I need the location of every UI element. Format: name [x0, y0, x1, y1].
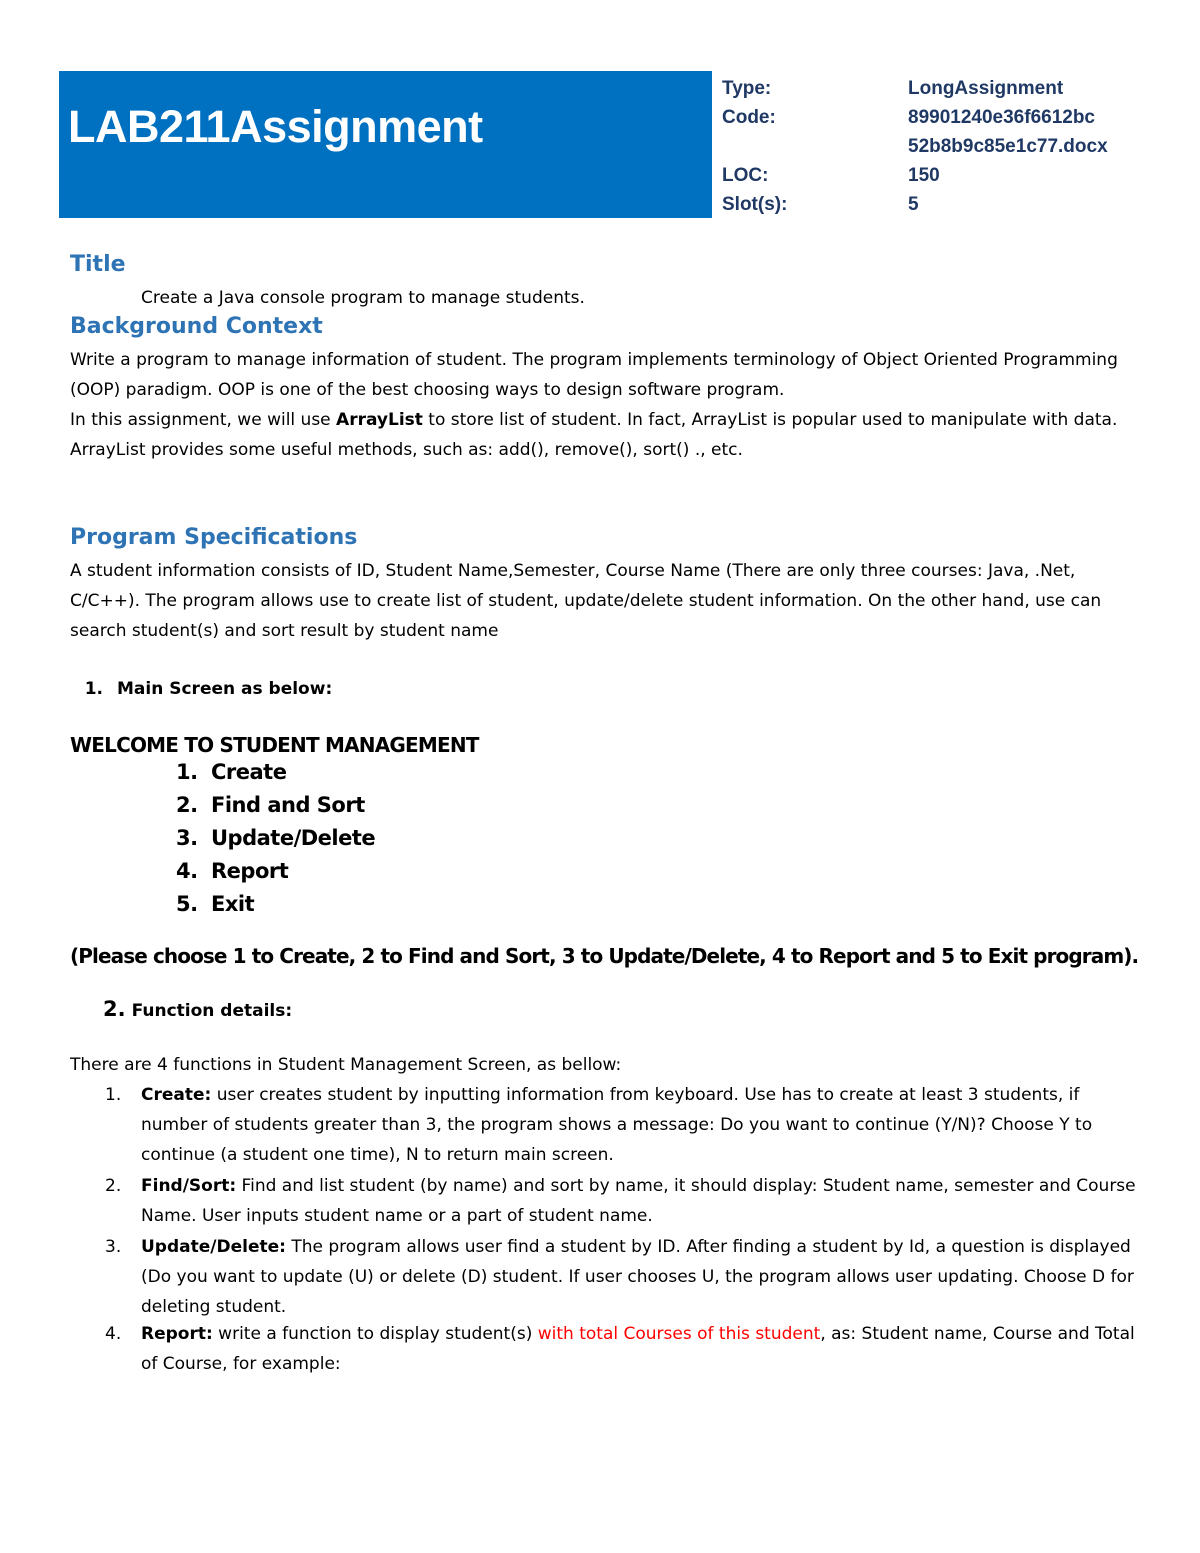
list-text [141, 1080, 1145, 1170]
list-number: 2. [105, 1176, 122, 1196]
welcome-text: WELCOME TO STUDENT MANAGEMENT [70, 733, 479, 757]
list-number: 1. [105, 1085, 122, 1105]
assignment-meta [722, 74, 1162, 219]
meta-label: Code: [722, 107, 776, 128]
arraylist-term: ArrayList [336, 410, 423, 430]
function-description: , as: Student name, Course and Total of Course, for example: [141, 1324, 1135, 1374]
list-item [70, 1232, 1145, 1322]
menu-number: 4. [176, 859, 198, 883]
meta-row [722, 190, 1162, 219]
list-item [70, 1319, 1145, 1379]
menu-label: Update/Delete [211, 826, 376, 850]
menu-label: Find and Sort [211, 793, 365, 817]
spec-heading: Program Specifications [70, 525, 358, 550]
menu-number: 5. [176, 892, 198, 916]
meta-label: LOC: [722, 165, 769, 186]
menu-label: Exit [211, 892, 255, 916]
meta-row [722, 161, 1162, 190]
list-item [70, 1080, 1145, 1170]
meta-row [722, 132, 1162, 161]
function-name: Report: [141, 1324, 213, 1344]
list-item [70, 1171, 1145, 1231]
menu-item-find-sort [176, 793, 365, 817]
meta-label [722, 132, 908, 161]
meta-label: Type: [722, 78, 772, 99]
function-details-label [103, 997, 292, 1021]
highlighted-text: with total Courses of this student [537, 1324, 821, 1344]
menu-label: Report [211, 859, 289, 883]
meta-value: 52b8b9c85e1c77.docx [908, 136, 1108, 157]
background-paragraph-arraylist [70, 405, 1160, 465]
function-description: write a function to display student(s) [212, 1324, 538, 1344]
function-description: The program allows user find a student by ID. After finding a student by Id, a question is displayed (Do you want to update (U) or delete (D) student. If user chooses U, the program allows user updating. Choose D for deleting student. [141, 1237, 1134, 1317]
function-name: Find/Sort: [141, 1176, 237, 1196]
title-heading: Title [70, 252, 126, 277]
background-heading: Background Context [70, 314, 323, 339]
list-text [141, 1171, 1145, 1231]
menu-item-create [176, 760, 286, 784]
function-description: Find and list student (by name) and sort by name, it should display: Student name, semester and Course Name. User inputs student name or a part of student name. [141, 1176, 1136, 1226]
title-banner [59, 71, 712, 218]
meta-label: Slot(s): [722, 194, 788, 215]
background-paragraph: Write a program to manage information of student. The program implements terminology of Object Oriented Programming (OOP) paradigm. OOP is one of the best choosing ways to design software program. [70, 350, 1118, 400]
meta-value: 5 [908, 194, 919, 215]
menu-item-exit [176, 892, 254, 916]
function-list [70, 1080, 1145, 1380]
list-number: 1. [84, 679, 103, 699]
function-description: user creates student by inputting information from keyboard. Use has to create at least 3 students, if number of students greater than 3, the program shows a message: Do you want to continue (Y/N)? Choose Y to continue (a student one time), N to return main screen. [141, 1085, 1093, 1165]
function-name: Create: [141, 1085, 212, 1105]
title-text: Create a Java console program to manage students. [141, 288, 585, 308]
list-label: Function details: [131, 1001, 293, 1021]
menu-label: Create [211, 760, 287, 784]
function-name: Update/Delete: [141, 1237, 286, 1257]
meta-value: 150 [908, 165, 940, 186]
menu-number: 1. [176, 760, 198, 784]
meta-row [722, 74, 1162, 103]
list-number: 2. [103, 997, 126, 1021]
text-span: to store list of student. In fact, ArrayList is popular used to manipulate with data. ArrayList provides some useful methods, such as: add(), remove(), sort() ., etc. [70, 410, 1118, 460]
list-number: 3. [105, 1237, 122, 1257]
menu-prompt: (Please choose 1 to Create, 2 to Find and Sort, 3 to Update/Delete, 4 to Report and 5 to Exit program). [70, 944, 1139, 968]
menu-item-update-delete [176, 826, 375, 850]
list-number: 4. [105, 1324, 122, 1344]
meta-value: 89901240e36f6612bc [908, 107, 1096, 128]
main-screen-label [70, 674, 1160, 704]
menu-number: 3. [176, 826, 198, 850]
menu-item-report [176, 859, 288, 883]
functions-intro: There are 4 functions in Student Management Screen, as bellow: [70, 1055, 622, 1075]
menu-number: 2. [176, 793, 198, 817]
text-span: In this assignment, we will use [70, 410, 337, 430]
list-label: Main Screen as below: [117, 679, 333, 699]
list-text [141, 1232, 1145, 1322]
spec-paragraph: A student information consists of ID, Student Name,Semester, Course Name (There are only three courses: Java, .Net, C/C++). The program allows use to create list of student, update/delete student information. On the other hand, use can search student(s) and sort result by student name [70, 561, 1102, 641]
meta-value: LongAssignment [908, 78, 1064, 99]
document-title: LAB211Assignment [68, 101, 483, 152]
meta-row [722, 103, 1162, 132]
list-text [141, 1319, 1145, 1379]
